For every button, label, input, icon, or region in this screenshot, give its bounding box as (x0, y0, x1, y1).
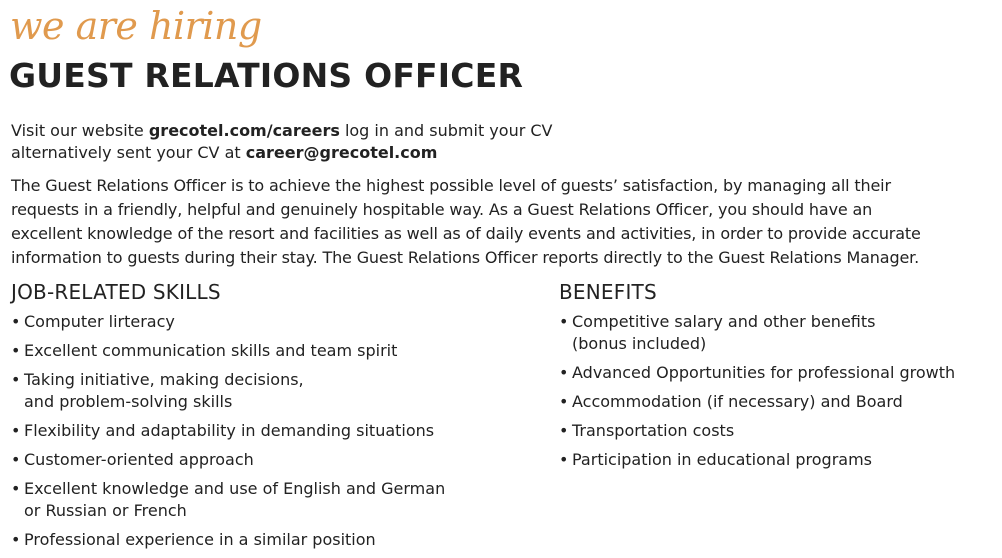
skills-item (11, 478, 445, 522)
bullet-icon: • (559, 363, 569, 382)
benefits-item-text: Competitive salary and other benefits (572, 312, 876, 331)
apply-email-line (11, 142, 991, 164)
benefits-item-text-continued: (bonus included) (572, 334, 707, 353)
benefits-item-text: Transportation costs (572, 421, 735, 440)
bullet-icon: • (559, 312, 569, 331)
skills-item (11, 449, 445, 471)
skills-item (11, 311, 445, 333)
bullet-icon: • (11, 341, 21, 360)
skills-item (11, 420, 445, 442)
skills-list (11, 311, 445, 558)
careers-website-link[interactable]: grecotel.com/careers (148, 121, 340, 140)
bullet-icon: • (11, 370, 21, 389)
apply-website-line (11, 120, 991, 142)
skills-heading: JOB-RELATED SKILLS (11, 280, 221, 304)
bullet-icon: • (559, 392, 569, 411)
bullet-icon: • (559, 421, 569, 440)
benefits-item-text: Participation in educational programs (572, 450, 872, 469)
bullet-icon: • (11, 479, 21, 498)
benefits-item-text: Accommodation (if necessary) and Board (572, 392, 903, 411)
description-line: excellent knowledge of the resort and facilities as well as of daily events and activities, in order to provide accurate (11, 224, 921, 243)
benefits-item (559, 362, 955, 384)
benefits-list (559, 311, 955, 478)
bullet-icon: • (11, 312, 21, 331)
benefits-item (559, 311, 955, 355)
benefits-item (559, 449, 955, 471)
job-title: GUEST RELATIONS OFFICER (9, 56, 524, 95)
skills-item-text: Flexibility and adaptability in demanding situations (24, 421, 435, 440)
skills-item-text-continued: and problem-solving skills (24, 392, 233, 411)
careers-email-link[interactable]: career@grecotel.com (245, 143, 438, 162)
skills-item-text: Computer lirteracy (24, 312, 175, 331)
description-line: information to guests during their stay. The Guest Relations Officer reports directly to the Guest Relations Manager. (11, 248, 920, 267)
skills-item (11, 529, 445, 551)
description-line: requests in a friendly, helpful and genuinely hospitable way. As a Guest Relations Officer, you should have an (11, 200, 873, 219)
benefits-item (559, 391, 955, 413)
skills-item (11, 369, 445, 413)
description-line: The Guest Relations Officer is to achieve the highest possible level of guests’ satisfaction, by managing all their (11, 176, 891, 195)
job-description (11, 174, 996, 270)
application-instructions (11, 120, 991, 164)
bullet-icon: • (11, 450, 21, 469)
skills-item (11, 340, 445, 362)
bullet-icon: • (11, 530, 21, 549)
apply-email-prefix: alternatively sent your CV at (11, 143, 246, 162)
skills-item-text-continued: or Russian or French (24, 501, 187, 520)
skills-item-text: Taking initiative, making decisions, (24, 370, 304, 389)
hiring-tagline: we are hiring (10, 4, 262, 48)
benefits-item (559, 420, 955, 442)
skills-item-text: Excellent communication skills and team spirit (24, 341, 398, 360)
apply-website-prefix: Visit our website (11, 121, 149, 140)
benefits-item-text: Advanced Opportunities for professional growth (572, 363, 956, 382)
skills-item-text: Excellent knowledge and use of English and German (24, 479, 446, 498)
bullet-icon: • (11, 421, 21, 440)
skills-item-text: Customer-oriented approach (24, 450, 254, 469)
skills-item-text: Professional experience in a similar position (24, 530, 376, 549)
apply-website-suffix: log in and submit your CV (339, 121, 553, 140)
bullet-icon: • (559, 450, 569, 469)
benefits-heading: BENEFITS (559, 280, 657, 304)
